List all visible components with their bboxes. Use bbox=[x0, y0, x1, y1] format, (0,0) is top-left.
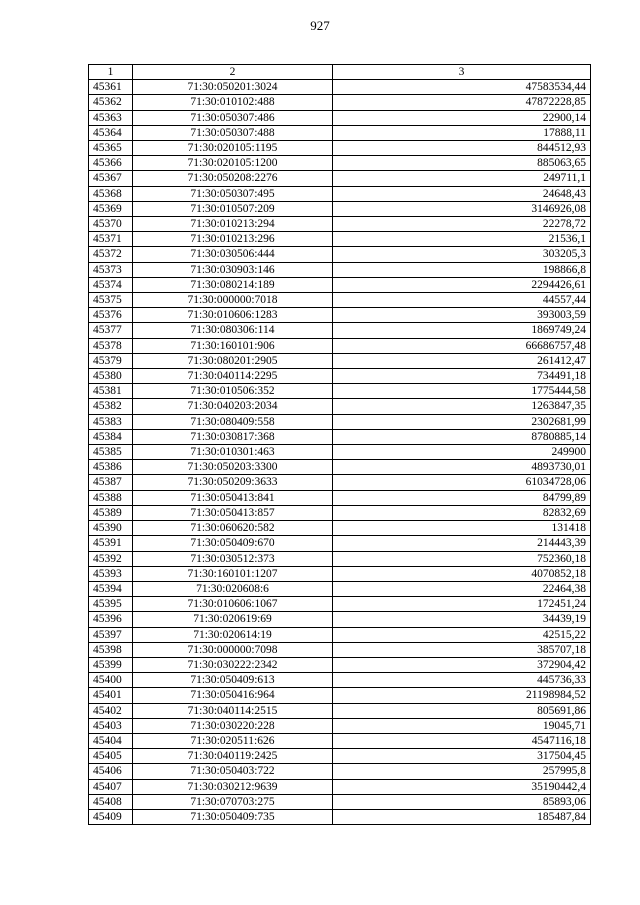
cadastral-number-cell: 71:30:030222:2342 bbox=[133, 657, 333, 672]
row-number-cell: 45391 bbox=[89, 536, 133, 551]
cadastral-number-cell: 71:30:050409:613 bbox=[133, 673, 333, 688]
table-row bbox=[89, 581, 591, 596]
row-number-cell: 45399 bbox=[89, 657, 133, 672]
row-number-cell: 45378 bbox=[89, 338, 133, 353]
cadastral-value-cell: 21198984,52 bbox=[333, 688, 591, 703]
cadastral-number-cell: 71:30:080409:558 bbox=[133, 414, 333, 429]
column-header-cadastral-number: 2 bbox=[133, 65, 333, 80]
table-row bbox=[89, 718, 591, 733]
cadastral-value-cell: 249711,1 bbox=[333, 171, 591, 186]
table-row bbox=[89, 794, 591, 809]
cadastral-value-cell: 885063,65 bbox=[333, 156, 591, 171]
cadastral-value-cell: 805691,86 bbox=[333, 703, 591, 718]
cadastral-value-cell: 2294426,61 bbox=[333, 277, 591, 292]
cadastral-number-cell: 71:30:050413:841 bbox=[133, 490, 333, 505]
row-number-cell: 45375 bbox=[89, 293, 133, 308]
table-row bbox=[89, 779, 591, 794]
cadastral-value-cell: 172451,24 bbox=[333, 597, 591, 612]
table-row bbox=[89, 688, 591, 703]
cadastral-value-cell: 22464,38 bbox=[333, 581, 591, 596]
cadastral-value-cell: 61034728,06 bbox=[333, 475, 591, 490]
cadastral-value-cell: 2302681,99 bbox=[333, 414, 591, 429]
cadastral-value-cell: 22900,14 bbox=[333, 110, 591, 125]
cadastral-value-cell: 35190442,4 bbox=[333, 779, 591, 794]
table-row bbox=[89, 262, 591, 277]
cadastral-value-cell: 44557,44 bbox=[333, 293, 591, 308]
cadastral-number-cell: 71:30:080306:114 bbox=[133, 323, 333, 338]
cadastral-number-cell: 71:30:010213:294 bbox=[133, 217, 333, 232]
cadastral-number-cell: 71:30:050201:3024 bbox=[133, 80, 333, 95]
cadastral-value-cell: 385707,18 bbox=[333, 642, 591, 657]
row-number-cell: 45363 bbox=[89, 110, 133, 125]
cadastral-number-cell: 71:30:160101:906 bbox=[133, 338, 333, 353]
cadastral-value-cell: 8780885,14 bbox=[333, 429, 591, 444]
cadastral-value-cell: 214443,39 bbox=[333, 536, 591, 551]
cadastral-value-cell: 1869749,24 bbox=[333, 323, 591, 338]
cadastral-number-cell: 71:30:010606:1067 bbox=[133, 597, 333, 612]
table-row bbox=[89, 460, 591, 475]
cadastral-number-cell: 71:30:020619:69 bbox=[133, 612, 333, 627]
cadastral-number-cell: 71:30:050409:735 bbox=[133, 809, 333, 824]
row-number-cell: 45365 bbox=[89, 141, 133, 156]
table-row bbox=[89, 414, 591, 429]
table-row bbox=[89, 201, 591, 216]
table-row bbox=[89, 612, 591, 627]
table-row bbox=[89, 521, 591, 536]
cadastral-value-cell: 393003,59 bbox=[333, 308, 591, 323]
table-row bbox=[89, 141, 591, 156]
cadastral-value-cell: 4547116,18 bbox=[333, 733, 591, 748]
row-number-cell: 45364 bbox=[89, 125, 133, 140]
cadastral-value-cell: 1263847,35 bbox=[333, 399, 591, 414]
cadastral-number-cell: 71:30:040114:2515 bbox=[133, 703, 333, 718]
row-number-cell: 45370 bbox=[89, 217, 133, 232]
cadastral-number-cell: 71:30:040203:2034 bbox=[133, 399, 333, 414]
table-row bbox=[89, 673, 591, 688]
table-row bbox=[89, 156, 591, 171]
table-row bbox=[89, 110, 591, 125]
cadastral-value-cell: 66686757,48 bbox=[333, 338, 591, 353]
cadastral-number-cell: 71:30:050307:488 bbox=[133, 125, 333, 140]
cadastral-value-cell: 844512,93 bbox=[333, 141, 591, 156]
cadastral-value-cell: 1775444,58 bbox=[333, 384, 591, 399]
table-row bbox=[89, 566, 591, 581]
cadastral-value-cell: 17888,11 bbox=[333, 125, 591, 140]
cadastral-number-cell: 71:30:050307:495 bbox=[133, 186, 333, 201]
row-number-cell: 45389 bbox=[89, 505, 133, 520]
cadastral-value-cell: 4070852,18 bbox=[333, 566, 591, 581]
row-number-cell: 45401 bbox=[89, 688, 133, 703]
cadastral-number-cell: 71:30:020105:1200 bbox=[133, 156, 333, 171]
table-row bbox=[89, 642, 591, 657]
table-row bbox=[89, 232, 591, 247]
cadastral-value-cell: 4893730,01 bbox=[333, 460, 591, 475]
cadastral-number-cell: 71:30:030512:373 bbox=[133, 551, 333, 566]
table-row bbox=[89, 627, 591, 642]
cadastral-number-cell: 71:30:070703:275 bbox=[133, 794, 333, 809]
cadastral-value-cell: 257995,8 bbox=[333, 764, 591, 779]
row-number-cell: 45395 bbox=[89, 597, 133, 612]
row-number-cell: 45362 bbox=[89, 95, 133, 110]
cadastral-value-cell: 303205,3 bbox=[333, 247, 591, 262]
cadastral-number-cell: 71:30:050409:670 bbox=[133, 536, 333, 551]
table-row bbox=[89, 505, 591, 520]
cadastral-value-cell: 21536,1 bbox=[333, 232, 591, 247]
row-number-cell: 45405 bbox=[89, 749, 133, 764]
cadastral-value-cell: 82832,69 bbox=[333, 505, 591, 520]
row-number-cell: 45383 bbox=[89, 414, 133, 429]
cadastral-value-cell: 131418 bbox=[333, 521, 591, 536]
row-number-cell: 45400 bbox=[89, 673, 133, 688]
row-number-cell: 45409 bbox=[89, 809, 133, 824]
table-row bbox=[89, 490, 591, 505]
table-row bbox=[89, 536, 591, 551]
cadastral-value-cell: 198866,8 bbox=[333, 262, 591, 277]
cadastral-number-cell: 71:30:050416:964 bbox=[133, 688, 333, 703]
cadastral-number-cell: 71:30:050413:857 bbox=[133, 505, 333, 520]
table-row bbox=[89, 657, 591, 672]
row-number-cell: 45384 bbox=[89, 429, 133, 444]
row-number-cell: 45393 bbox=[89, 566, 133, 581]
cadastral-value-cell: 19045,71 bbox=[333, 718, 591, 733]
cadastral-value-cell: 24648,43 bbox=[333, 186, 591, 201]
cadastral-value-cell: 47872228,85 bbox=[333, 95, 591, 110]
cadastral-number-cell: 71:30:010213:296 bbox=[133, 232, 333, 247]
cadastral-number-cell: 71:30:030817:368 bbox=[133, 429, 333, 444]
row-number-cell: 45382 bbox=[89, 399, 133, 414]
row-number-cell: 45385 bbox=[89, 445, 133, 460]
cadastral-number-cell: 71:30:000000:7098 bbox=[133, 642, 333, 657]
table-row bbox=[89, 217, 591, 232]
row-number-cell: 45376 bbox=[89, 308, 133, 323]
table-row bbox=[89, 293, 591, 308]
cadastral-number-cell: 71:30:030903:146 bbox=[133, 262, 333, 277]
table-row bbox=[89, 384, 591, 399]
cadastral-value-cell: 84799,89 bbox=[333, 490, 591, 505]
cadastral-number-cell: 71:30:050403:722 bbox=[133, 764, 333, 779]
column-header-value: 3 bbox=[333, 65, 591, 80]
table-row bbox=[89, 353, 591, 368]
table-row bbox=[89, 399, 591, 414]
row-number-cell: 45407 bbox=[89, 779, 133, 794]
row-number-cell: 45388 bbox=[89, 490, 133, 505]
row-number-cell: 45379 bbox=[89, 353, 133, 368]
cadastral-value-cell: 85893,06 bbox=[333, 794, 591, 809]
table-row bbox=[89, 247, 591, 262]
page-number: 927 bbox=[310, 18, 330, 33]
cadastral-number-cell: 71:30:060620:582 bbox=[133, 521, 333, 536]
cadastral-number-cell: 71:30:040119:2425 bbox=[133, 749, 333, 764]
cadastral-number-cell: 71:30:050208:2276 bbox=[133, 171, 333, 186]
table-row bbox=[89, 80, 591, 95]
row-number-cell: 45392 bbox=[89, 551, 133, 566]
row-number-cell: 45367 bbox=[89, 171, 133, 186]
row-number-cell: 45368 bbox=[89, 186, 133, 201]
table-row bbox=[89, 551, 591, 566]
cadastral-value-cell: 372904,42 bbox=[333, 657, 591, 672]
row-number-cell: 45397 bbox=[89, 627, 133, 642]
row-number-cell: 45408 bbox=[89, 794, 133, 809]
cadastral-number-cell: 71:30:050209:3633 bbox=[133, 475, 333, 490]
row-number-cell: 45403 bbox=[89, 718, 133, 733]
cadastral-number-cell: 71:30:030212:9639 bbox=[133, 779, 333, 794]
row-number-cell: 45366 bbox=[89, 156, 133, 171]
cadastral-value-cell: 3146926,08 bbox=[333, 201, 591, 216]
cadastral-number-cell: 71:30:080214:189 bbox=[133, 277, 333, 292]
row-number-cell: 45394 bbox=[89, 581, 133, 596]
table-row bbox=[89, 95, 591, 110]
cadastral-number-cell: 71:30:000000:7018 bbox=[133, 293, 333, 308]
cadastral-value-cell: 752360,18 bbox=[333, 551, 591, 566]
cadastral-number-cell: 71:30:040114:2295 bbox=[133, 369, 333, 384]
row-number-cell: 45387 bbox=[89, 475, 133, 490]
table-row bbox=[89, 475, 591, 490]
row-number-cell: 45369 bbox=[89, 201, 133, 216]
table-row bbox=[89, 764, 591, 779]
table-row bbox=[89, 733, 591, 748]
table-row bbox=[89, 597, 591, 612]
cadastral-number-cell: 71:30:050307:486 bbox=[133, 110, 333, 125]
row-number-cell: 45380 bbox=[89, 369, 133, 384]
cadastral-number-cell: 71:30:010606:1283 bbox=[133, 308, 333, 323]
row-number-cell: 45372 bbox=[89, 247, 133, 262]
cadastral-number-cell: 71:30:020105:1195 bbox=[133, 141, 333, 156]
cadastral-value-cell: 185487,84 bbox=[333, 809, 591, 824]
cadastral-value-table bbox=[88, 64, 591, 825]
cadastral-value-cell: 734491,18 bbox=[333, 369, 591, 384]
table-row bbox=[89, 308, 591, 323]
row-number-cell: 45373 bbox=[89, 262, 133, 277]
table-row bbox=[89, 277, 591, 292]
cadastral-value-cell: 317504,45 bbox=[333, 749, 591, 764]
cadastral-number-cell: 71:30:020608:6 bbox=[133, 581, 333, 596]
cadastral-number-cell: 71:30:010507:209 bbox=[133, 201, 333, 216]
row-number-cell: 45396 bbox=[89, 612, 133, 627]
cadastral-number-cell: 71:30:030506:444 bbox=[133, 247, 333, 262]
cadastral-value-cell: 445736,33 bbox=[333, 673, 591, 688]
table-row bbox=[89, 445, 591, 460]
cadastral-value-cell: 261412,47 bbox=[333, 353, 591, 368]
row-number-cell: 45371 bbox=[89, 232, 133, 247]
row-number-cell: 45390 bbox=[89, 521, 133, 536]
cadastral-value-cell: 34439,19 bbox=[333, 612, 591, 627]
cadastral-number-cell: 71:30:010301:463 bbox=[133, 445, 333, 460]
row-number-cell: 45406 bbox=[89, 764, 133, 779]
row-number-cell: 45374 bbox=[89, 277, 133, 292]
cadastral-number-cell: 71:30:030220:228 bbox=[133, 718, 333, 733]
row-number-cell: 45402 bbox=[89, 703, 133, 718]
table-header-row bbox=[89, 65, 591, 80]
table-row bbox=[89, 429, 591, 444]
table-row bbox=[89, 125, 591, 140]
row-number-cell: 45377 bbox=[89, 323, 133, 338]
column-header-number: 1 bbox=[89, 65, 133, 80]
cadastral-number-cell: 71:30:160101:1207 bbox=[133, 566, 333, 581]
cadastral-number-cell: 71:30:080201:2905 bbox=[133, 353, 333, 368]
cadastral-value-cell: 42515,22 bbox=[333, 627, 591, 642]
table-row bbox=[89, 186, 591, 201]
row-number-cell: 45404 bbox=[89, 733, 133, 748]
cadastral-number-cell: 71:30:050203:3300 bbox=[133, 460, 333, 475]
row-number-cell: 45361 bbox=[89, 80, 133, 95]
cadastral-value-cell: 47583534,44 bbox=[333, 80, 591, 95]
table-row bbox=[89, 171, 591, 186]
cadastral-value-cell: 22278,72 bbox=[333, 217, 591, 232]
row-number-cell: 45398 bbox=[89, 642, 133, 657]
table-row bbox=[89, 703, 591, 718]
cadastral-number-cell: 71:30:020614:19 bbox=[133, 627, 333, 642]
table-row bbox=[89, 809, 591, 824]
row-number-cell: 45386 bbox=[89, 460, 133, 475]
row-number-cell: 45381 bbox=[89, 384, 133, 399]
cadastral-number-cell: 71:30:010506:352 bbox=[133, 384, 333, 399]
table-row bbox=[89, 338, 591, 353]
table-row bbox=[89, 369, 591, 384]
cadastral-number-cell: 71:30:020511:626 bbox=[133, 733, 333, 748]
cadastral-number-cell: 71:30:010102:488 bbox=[133, 95, 333, 110]
cadastral-value-cell: 249900 bbox=[333, 445, 591, 460]
table-row bbox=[89, 323, 591, 338]
table-row bbox=[89, 749, 591, 764]
